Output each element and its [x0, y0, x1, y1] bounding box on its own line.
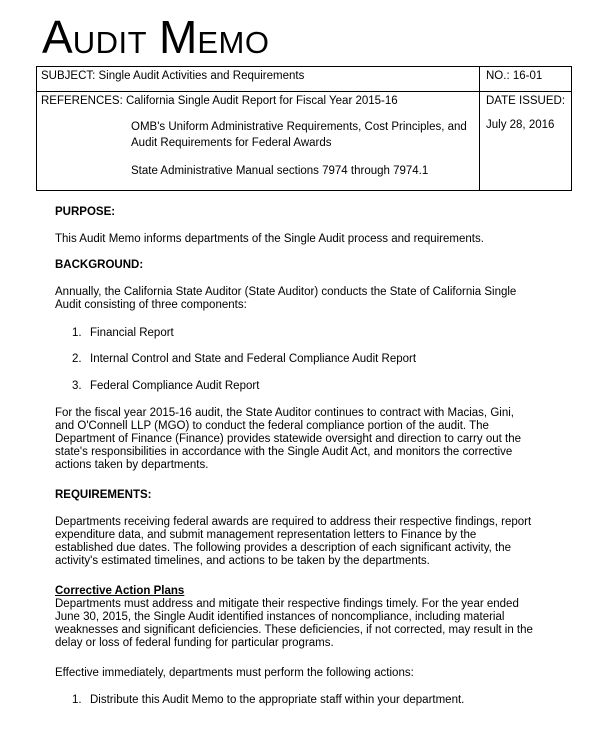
list-text: Financial Report — [90, 327, 174, 339]
background-heading: BACKGROUND: — [55, 259, 144, 271]
list-text: Distribute this Audit Memo to the appropriate staff within your department. — [90, 694, 465, 706]
list-item — [72, 353, 416, 365]
memo-number: NO.: 16-01 — [486, 70, 543, 82]
corrective-action-text: Departments must address and mitigate their respective findings timely. For the year ended June 30, 2015, the Single Audit identified instances of noncompliance, including material weaknesses and significant deficiencies. These deficiencies, if not corrected, may result in the delay or loss of federal funding for particular programs. — [55, 598, 533, 649]
list-number: 1. — [72, 694, 82, 706]
requirements-heading: REQUIREMENTS: — [55, 489, 152, 501]
reference-sam: State Administrative Manual sections 7974 through 7974.1 — [131, 165, 429, 177]
list-text: Federal Compliance Audit Report — [90, 380, 260, 392]
corrective-action-heading: Corrective Action Plans — [55, 585, 185, 597]
page-title — [42, 11, 270, 63]
list-item — [72, 380, 259, 392]
title-rest-emo: EMO — [197, 25, 270, 60]
purpose-text: This Audit Memo informs departments of the Single Audit process and requirements. — [55, 233, 484, 245]
title-initial-a: A — [42, 11, 73, 63]
subject-cell — [37, 67, 480, 92]
reference-omb: OMB's Uniform Administrative Requirements, Cost Principles, and Audit Requirements for Federal Awards — [131, 121, 467, 149]
list-number: 3. — [72, 380, 82, 392]
purpose-heading: PURPOSE: — [55, 206, 116, 218]
date-issued-cell — [480, 92, 572, 191]
list-number: 1. — [72, 327, 82, 339]
list-number: 2. — [72, 353, 82, 365]
list-item — [72, 327, 174, 339]
background-intro: Annually, the California State Auditor (State Auditor) conducts the State of California Single Audit consisting of three components: — [55, 286, 517, 311]
memo-header-table — [36, 66, 572, 191]
list-item — [72, 694, 464, 706]
requirements-text: Departments receiving federal awards are required to address their respective findings, report expenditure data, and submit management representation letters to Finance by the established due dates. The following provides a description of each significant activity, the activity's estimated timelines, and actions to be taken by the departments. — [55, 516, 532, 567]
references-line: REFERENCES: California Single Audit Report for Fiscal Year 2015-16 — [41, 95, 398, 107]
date-issued-value: July 28, 2016 — [486, 119, 555, 131]
effective-text: Effective immediately, departments must perform the following actions: — [55, 667, 414, 679]
title-initial-m: M — [159, 11, 198, 63]
background-paragraph: For the fiscal year 2015-16 audit, the State Auditor continues to contract with Macias, Gini, and O'Connell LLP (MGO) to conduct the federal compliance portion of the audit. The Department of Finance (Finance) provides statewide oversight and direction to carry out the state's responsibilities in accordance with the Single Audit Act, and monitors the corrective actions taken by departments. — [55, 407, 521, 471]
date-issued-label: DATE ISSUED: — [486, 95, 566, 107]
memo-number-cell — [480, 67, 572, 92]
references-cell — [37, 92, 480, 191]
subject-text: SUBJECT: Single Audit Activities and Requirements — [41, 70, 305, 82]
title-rest-udit: UDIT — [72, 25, 148, 60]
list-text: Internal Control and State and Federal Compliance Audit Report — [90, 353, 417, 365]
